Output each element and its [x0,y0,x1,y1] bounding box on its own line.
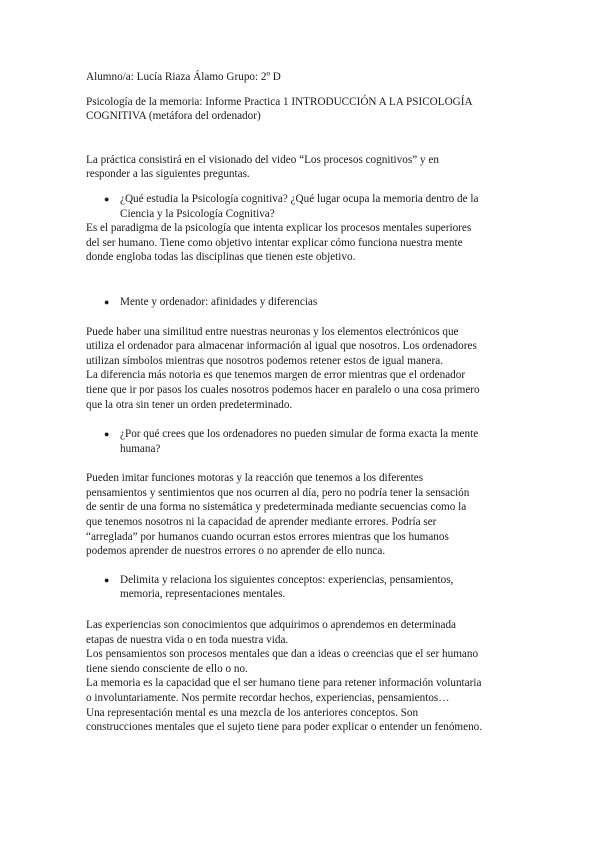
question-bullet-2 [86,295,520,310]
question-line: ¿Qué estudia la Psicología cognitiva? ¿Qué lugar ocupa la memoria dentro de la [120,192,479,205]
intro-line: responder a las siguientes preguntas. [86,168,250,181]
question-list-2 [86,295,520,310]
answer-line: pensamientos y sentimientos que nos ocurren al día, pero no podría tener la sensación [86,486,470,499]
title-line: COGNITIVA (metáfora del ordenador) [86,110,261,123]
question-line: ¿Por qué crees que los ordenadores no pueden simular de forma exacta la mente [120,428,479,441]
intro-paragraph [86,153,520,182]
answer-paragraph-3 [86,471,520,559]
answer-paragraph-4 [86,618,520,735]
question-bullet-4 [86,573,520,602]
answer-line: o involuntariamente. Nos permite recordar hechos, experiencias, pensamientos… [86,692,450,704]
answer-paragraph-1 [86,221,520,265]
answer-line: que tenemos nosotros ni la capacidad de aprender mediante errores. Podría ser [86,516,437,529]
bullet-dot-icon: ● [104,574,110,585]
question-line: Delimita y relaciona los siguientes conceptos: experiencias, pensamientos, [120,573,454,586]
question-bullet-1 [86,192,520,221]
question-bullet-3 [86,427,520,456]
report-title [86,95,520,124]
answer-line: del ser humano. Tiene como objetivo intentar explicar cómo funciona nuestra mente [86,236,463,249]
answer-line: de sentir de una forma no sistemática y predeterminada mediante secuencias como la [86,501,467,514]
answer-line: “arreglada” por humanos cuando ocurran estos errores mientras que los humanos [86,530,449,543]
question-list-4 [86,573,520,602]
answer-line: tiene que ir por pasos los cuales nosotros podemos hacer en paralelo o una cosa primero [86,383,480,396]
answer-line: La memoria es la capacidad que el ser humano tiene para retener información voluntaria [86,677,482,690]
answer-line: tiene siendo consciente de ello o no. [86,662,248,675]
answer-line: La diferencia más notoria es que tenemos margen de error mientras que el ordenador [86,369,466,382]
answer-line: Una representación mental es una mezcla de los anteriores conceptos. Son [86,706,419,719]
title-line: Psicología de la memoria: Informe Practica 1 INTRODUCCIÓN A LA PSICOLOGÍA [86,95,473,108]
bullet-dot-icon: ● [104,296,110,307]
answer-line: Puede haber una similitud entre nuestras neuronas y los elementos electrónicos que [86,325,459,338]
answer-line: Los pensamientos son procesos mentales que dan a ideas o creencias que el ser humano [86,648,479,661]
student-info: Alumno/a: Lucía Riaza Álamo Grupo: 2º D [86,71,281,83]
question-line: humana? [120,442,161,455]
question-line: Ciencia y la Psicología Cognitiva? [120,207,275,220]
answer-line: podemos aprender de nuestros errores o no aprender de ello nunca. [86,545,386,558]
answer-line: Pueden imitar funciones motoras y la reacción que tenemos a los diferentes [86,472,424,485]
question-list-1 [86,192,520,221]
bullet-dot-icon: ● [104,429,110,440]
answer-line: utiliza el ordenador para almacenar información al igual que nosotros. Los ordenadores [86,340,477,353]
question-list-3 [86,427,520,456]
answer-line: que la otra sin tener un orden predeterminado. [86,398,293,411]
question-line: memoria, representaciones mentales. [120,588,286,601]
answer-line: construcciones mentales que el sujeto tiene para poder explicar o entender un fenómeno. [86,721,483,734]
answer-line: Las experiencias son conocimientos que adquirimos o aprendemos en determinada [86,619,457,632]
answer-line: etapas de nuestra vida o en toda nuestra vida. [86,633,289,646]
answer-line: donde engloba todas las disciplinas que tienen este objetivo. [86,251,356,264]
intro-line: La práctica consistirá en el visionado del video “Los procesos cognitivos” y en [86,153,439,166]
answer-line: utilizan símbolos mientras que nosotros podemos retener estos de igual manera. [86,354,443,367]
question-line: Mente y ordenador: afinidades y diferencias [120,295,318,308]
answer-paragraph-2 [86,325,520,413]
answer-line: Es el paradigma de la psicología que intenta explicar los procesos mentales superiores [86,222,472,235]
bullet-dot-icon: ● [104,193,110,204]
